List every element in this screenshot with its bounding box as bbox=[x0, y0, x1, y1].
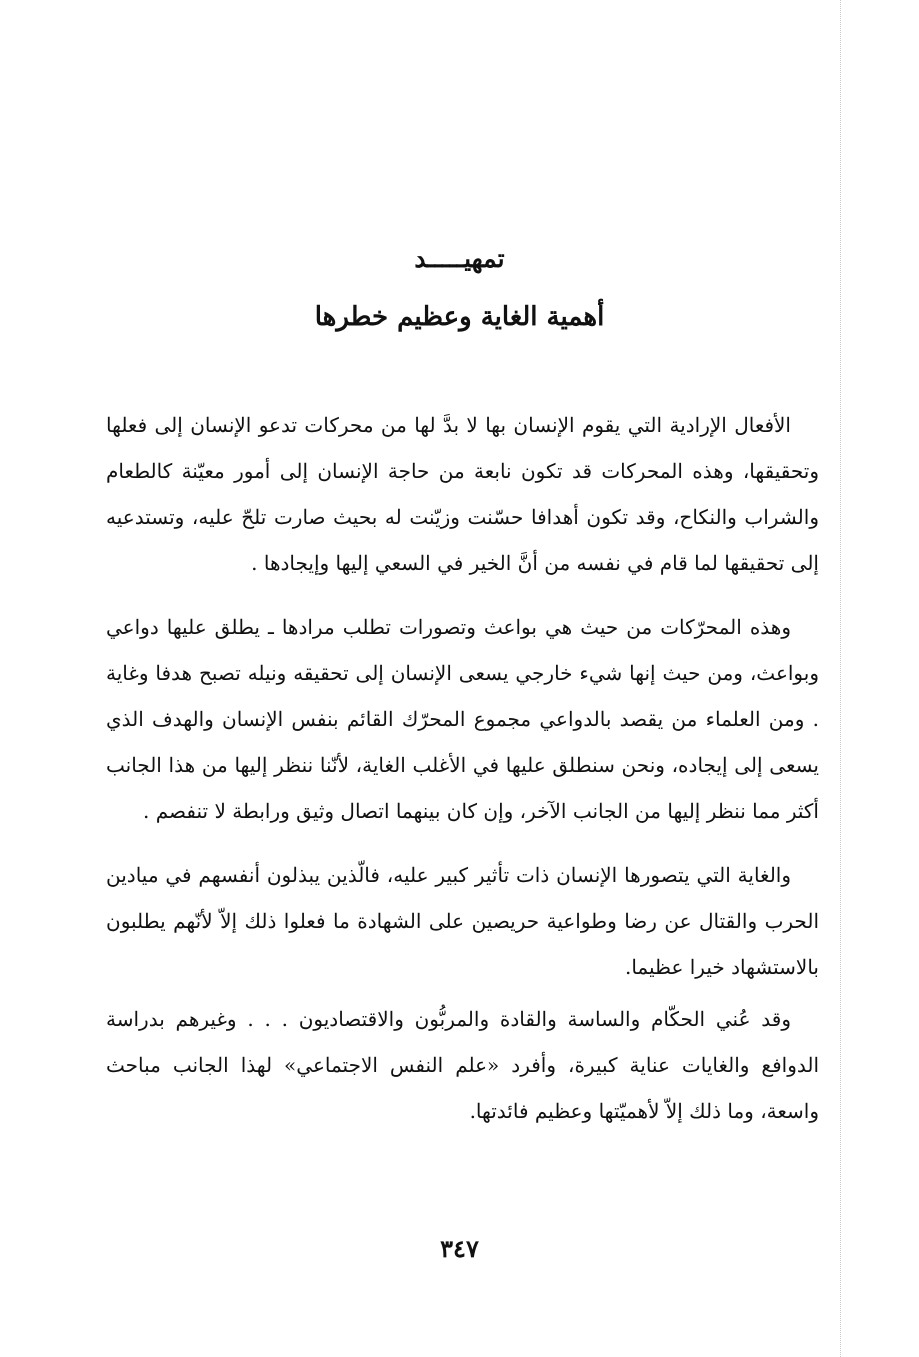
scan-edge-line bbox=[840, 0, 841, 1357]
chapter-heading bbox=[0, 244, 919, 273]
section-title: أهمية الغاية وعظيم خطرها bbox=[314, 302, 605, 332]
paragraph-2: وهذه المحرّكات من حيث هي بواعث وتصورات تطلب مرادها ـ يطلق عليها دواعي وبواعث، ومن حيث إنها شيء خارجي يسعى الإنسان إلى تحقيقه ونيله تصبح هدفا وغاية . ومن العلماء من يقصد بالدواعي مجموع المحرّك القائم بنفس الإنسان والهدف الذي يسعى إلى إيجاده، ونحن سنطلق عليها في الأغلب الغاية، لأنّنا ننظر إليها من هذا الجانب أكثر مما ننظر إليها من الجانب الآخر، وإن كان بينهما اتصال وثيق ورابطة لا تنفصم . bbox=[106, 615, 819, 823]
chapter-label: تمهيـــــد bbox=[414, 244, 505, 273]
body-text bbox=[106, 402, 819, 1134]
paragraph-4: وقد عُني الحكّام والساسة والقادة والمربُّون والاقتصاديون . . . وغيرهم بدراسة الدوافع والغايات عناية كبيرة، وأفرد «علم النفس الاجتماعي» لهذا الجانب مباحث واسعة، وما ذلك إلاّ لأهميّتها وعظيم فائدتها. bbox=[106, 1007, 819, 1123]
paragraph-3: والغاية التي يتصورها الإنسان ذات تأثير كبير عليه، فالّذين يبذلون أنفسهم في ميادين الحرب والقتال عن رضا وطواعية حريصين على الشهادة ما فعلوا ذلك إلاّ لأنّهم يطلبون بالاستشهاد خيرا عظيما. bbox=[106, 863, 819, 979]
paragraph-1: الأفعال الإرادية التي يقوم الإنسان بها لا بدَّ لها من محركات تدعو الإنسان إلى فعلها وتحقيقها، وهذه المحركات قد تكون نابعة من حاجة الإنسان إلى أمور معيّنة كالطعام والشراب والنكاح، وقد تكون أهدافا حسّنت وزيّنت له بحيث صارت تلحّ عليه، وتستدعيه إلى تحقيقها لما قام في نفسه من أنَّ الخير في السعي إليها وإيجادها . bbox=[106, 413, 819, 575]
page-number: ٣٤٧ bbox=[440, 1234, 479, 1263]
